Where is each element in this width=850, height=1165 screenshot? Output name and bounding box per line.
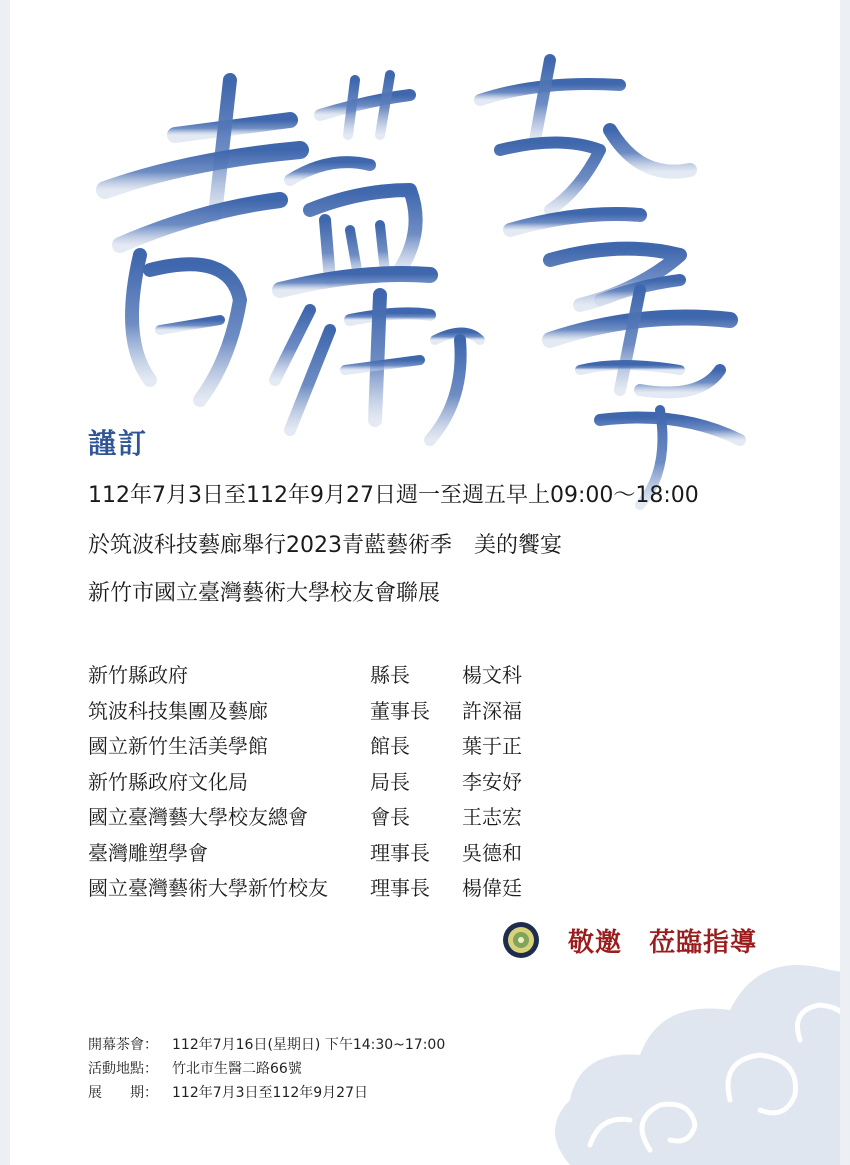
info-label: 開幕茶會： — [88, 1037, 158, 1053]
association-seal-icon — [502, 921, 540, 959]
host-org: 新竹縣政府文化局 — [88, 769, 248, 794]
host-row — [88, 798, 552, 834]
host-org: 新竹縣政府 — [88, 663, 188, 688]
invite-line — [502, 921, 757, 959]
info-label: 活動地點： — [88, 1061, 158, 1077]
host-name: 許深福 — [462, 698, 522, 723]
info-value: 112年7月3日至112年9月27日 — [172, 1085, 368, 1101]
host-name: 李安妤 — [462, 769, 522, 794]
host-row — [88, 763, 552, 799]
host-org: 臺灣雕塑學會 — [88, 840, 208, 865]
host-title: 局長 — [370, 769, 410, 794]
host-row — [88, 869, 552, 905]
host-title: 館長 — [370, 734, 410, 759]
cloud-decoration-art — [530, 930, 840, 1165]
event-info — [88, 1032, 445, 1104]
host-row — [88, 834, 552, 870]
host-title: 理事長 — [370, 840, 430, 865]
hosts-list — [88, 656, 552, 905]
invite-text: 敬邀 莅臨指導 — [568, 927, 758, 958]
info-value: 112年7月16日(星期日) 下午14:30~17:00 — [172, 1037, 446, 1053]
info-row — [88, 1080, 445, 1104]
host-name: 葉于正 — [462, 734, 522, 759]
info-label: 展 期： — [88, 1085, 158, 1101]
host-row — [88, 656, 552, 692]
calligraphy-title — [80, 40, 760, 510]
host-name: 吳德和 — [462, 840, 522, 865]
host-org: 筑波科技集團及藝廊 — [88, 698, 268, 723]
host-title: 董事長 — [370, 698, 430, 723]
host-org: 國立新竹生活美學館 — [88, 734, 268, 759]
heading: 謹訂 — [88, 427, 149, 460]
invitation-card — [10, 0, 840, 1165]
host-org: 國立臺灣藝大學校友總會 — [88, 805, 308, 830]
info-row — [88, 1032, 445, 1056]
host-row — [88, 692, 552, 728]
host-title: 縣長 — [370, 663, 410, 688]
calligraphy-title-art — [80, 40, 760, 510]
host-row — [88, 727, 552, 763]
event-line: 於筑波科技藝廊舉行2023青藍藝術季 美的饗宴 — [88, 533, 562, 558]
schedule-line: 112年7月3日至112年9月27日週一至週五早上09:00～18:00 — [88, 483, 699, 508]
cloud-decoration — [530, 930, 840, 1165]
info-value: 竹北市生醫二路66號 — [172, 1061, 302, 1077]
host-title: 會長 — [370, 805, 410, 830]
host-name: 王志宏 — [462, 805, 522, 830]
info-row — [88, 1056, 445, 1080]
host-org: 國立臺灣藝術大學新竹校友 — [88, 876, 328, 901]
host-name: 楊偉廷 — [462, 876, 522, 901]
host-name: 楊文科 — [462, 663, 522, 688]
organizer-line: 新竹市國立臺灣藝術大學校友會聯展 — [88, 581, 441, 606]
host-title: 理事長 — [370, 876, 430, 901]
